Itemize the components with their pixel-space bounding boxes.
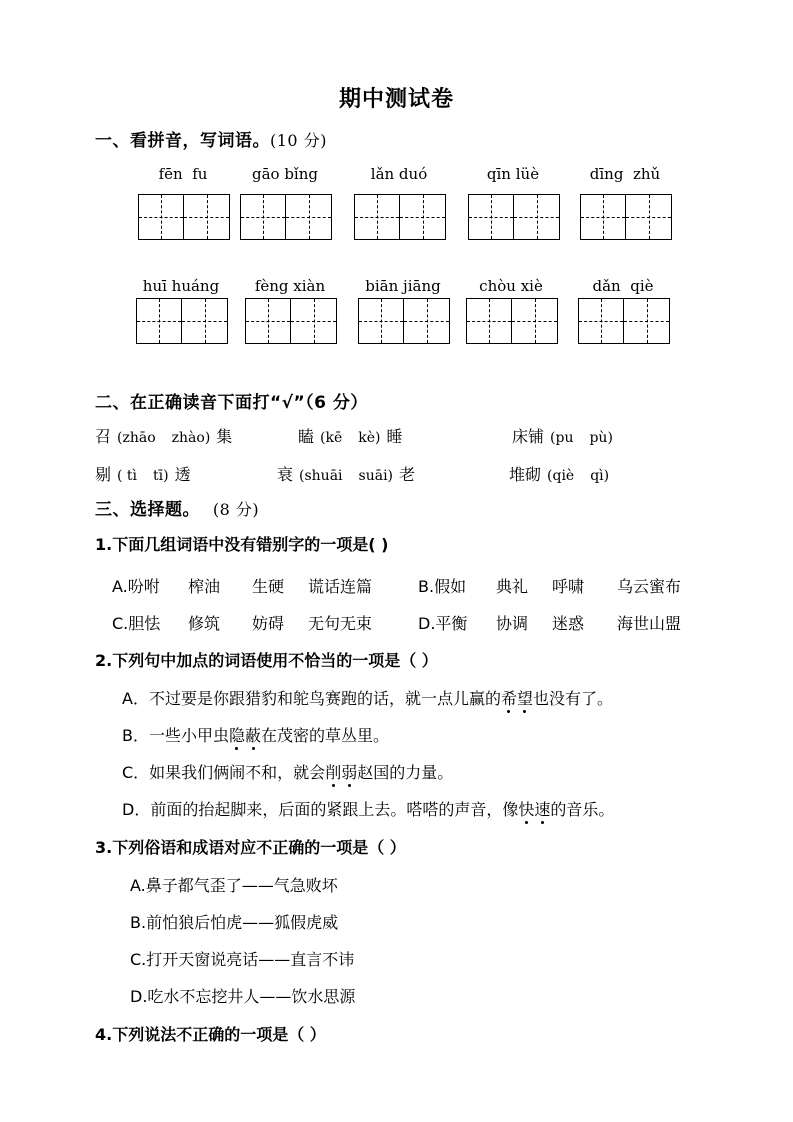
writing-cell[interactable] <box>359 299 404 343</box>
q2c-dotted-word <box>325 763 357 782</box>
q2a-dotted-word <box>501 689 533 708</box>
question-2-option-d <box>122 797 614 820</box>
option-c-word: C.胆怯 <box>112 614 161 633</box>
q2c-before: C．如果我们俩闹不和，就会 <box>122 763 326 782</box>
writing-cell[interactable] <box>246 299 291 343</box>
q2b-after: 在茂密的草丛里。 <box>261 726 390 745</box>
question-1-stem: 1.下面几组词语中没有错别字的一项是( ) <box>95 535 389 554</box>
option-d-word: D.平衡 <box>418 614 468 633</box>
reading-word: 召 <box>95 427 112 446</box>
writing-grid[interactable] <box>245 298 337 344</box>
option-c-word: 妨碍 <box>252 614 285 633</box>
pinyin-label: fèng xiàn <box>254 277 326 295</box>
pinyin-label: gāo bǐng <box>251 165 318 183</box>
dotted-char: 隐 <box>229 723 245 746</box>
pinyin-label: dǎn qiè <box>592 277 654 295</box>
reading-item <box>95 424 232 447</box>
question-2-option-b <box>122 723 389 746</box>
pinyin-choice[interactable]: qì) <box>590 468 610 484</box>
reading-item <box>512 424 619 447</box>
reading-word: 瞌 <box>298 427 315 446</box>
writing-grid[interactable] <box>240 194 332 240</box>
reading-word-suffix: 集 <box>216 427 233 446</box>
writing-grid[interactable] <box>136 298 228 344</box>
pinyin-choice[interactable]: zhào) <box>171 430 211 446</box>
pinyin-choice[interactable]: (zhāo <box>117 430 156 446</box>
q2c-after: 赵国的力量。 <box>357 763 454 782</box>
writing-cell[interactable] <box>139 195 184 239</box>
reading-item <box>509 462 615 485</box>
writing-cell[interactable] <box>581 195 626 239</box>
reading-item <box>298 424 403 447</box>
writing-cell[interactable] <box>286 195 331 239</box>
pinyin-choice[interactable]: (shuāi <box>299 468 343 484</box>
q2b-dotted-word <box>229 726 261 745</box>
section-3-heading-text: 三、选择题。 <box>95 500 200 520</box>
writing-cell[interactable] <box>469 195 514 239</box>
pinyin-choice[interactable]: kè) <box>358 430 381 446</box>
reading-word-suffix: 老 <box>399 465 416 484</box>
pinyin-label: chòu xiè <box>479 277 543 295</box>
question-3-option-d: D.吃水不忘挖井人——饮水思源 <box>130 987 356 1006</box>
reading-word: 剔 <box>95 465 112 484</box>
section-1-heading-text: 一、看拼音，写词语。 <box>95 131 270 151</box>
reading-word: 床铺 <box>512 427 545 446</box>
question-3-option-c: C.打开天窗说亮话——直言不讳 <box>130 950 355 969</box>
question-4-stem: 4.下列说法不正确的一项是（ ） <box>95 1025 326 1044</box>
q2a-before: A．不过要是你跟猎豹和鸵鸟赛跑的话，就一点儿赢的 <box>122 689 501 708</box>
option-a-word: 谎话连篇 <box>308 577 373 596</box>
question-3-option-a: A.鼻子都气歪了——气急败坏 <box>130 876 338 895</box>
pinyin-choice[interactable]: ( tì <box>117 468 138 484</box>
dotted-char: 蔽 <box>245 723 261 746</box>
writing-cell[interactable] <box>355 195 400 239</box>
writing-cell[interactable] <box>291 299 336 343</box>
writing-cell[interactable] <box>184 195 229 239</box>
q2d-after: 的音乐。 <box>550 800 615 819</box>
question-2-option-a <box>122 686 613 709</box>
reading-word: 堆砌 <box>509 465 542 484</box>
question-3-stem: 3.下列俗语和成语对应不正确的一项是（ ） <box>95 838 406 857</box>
dotted-char: 希 <box>501 686 517 709</box>
writing-cell[interactable] <box>512 299 557 343</box>
question-2-stem: 2.下列句中加点的词语使用不恰当的一项是（ ） <box>95 651 438 670</box>
pinyin-label: huī huáng <box>142 277 220 295</box>
option-b-word: 典礼 <box>496 577 529 596</box>
writing-grid[interactable] <box>358 298 450 344</box>
section-1-heading <box>95 126 327 151</box>
section-3-score: (8 分) <box>212 500 260 519</box>
reading-word: 衰 <box>277 465 294 484</box>
reading-word-suffix: 透 <box>174 465 191 484</box>
section-1-score: (10 分) <box>270 131 327 150</box>
writing-grid[interactable] <box>580 194 672 240</box>
option-d-word: 迷惑 <box>552 614 585 633</box>
writing-cell[interactable] <box>182 299 227 343</box>
option-a-word: 生硬 <box>252 577 285 596</box>
page-title: 期中测试卷 <box>338 87 454 112</box>
dotted-char: 望 <box>517 686 533 709</box>
writing-grid[interactable] <box>466 298 558 344</box>
writing-cell[interactable] <box>404 299 449 343</box>
pinyin-choice[interactable]: tī) <box>153 468 169 484</box>
writing-cell[interactable] <box>241 195 286 239</box>
pinyin-choice[interactable]: suāi) <box>358 468 394 484</box>
option-d-word: 海世山盟 <box>617 614 682 633</box>
writing-cell[interactable] <box>400 195 445 239</box>
dotted-char: 削 <box>325 760 341 783</box>
pinyin-choice[interactable]: (kē <box>320 430 343 446</box>
pinyin-choice[interactable]: pù) <box>589 430 613 446</box>
writing-grid[interactable] <box>354 194 446 240</box>
q2b-before: B．一些小甲虫 <box>122 726 229 745</box>
writing-cell[interactable] <box>514 195 559 239</box>
section-2-heading: 二、在正确读音下面打“√”（6 分） <box>95 393 368 413</box>
question-2-option-c <box>122 760 453 783</box>
option-b-word: 呼啸 <box>552 577 585 596</box>
dotted-char: 速 <box>534 797 550 820</box>
writing-cell[interactable] <box>626 195 671 239</box>
writing-grid[interactable] <box>578 298 670 344</box>
pinyin-label: lǎn duó <box>370 165 428 183</box>
writing-cell[interactable] <box>467 299 512 343</box>
dotted-char: 快 <box>518 797 534 820</box>
option-b-word: B.假如 <box>418 577 467 596</box>
q2d-before: D．前面的抬起脚来，后面的紧跟上去。嗒嗒的声音，像 <box>122 800 519 819</box>
pinyin-label: qīn lüè <box>486 165 540 183</box>
q2a-after: 也没有了。 <box>532 689 613 708</box>
writing-cell[interactable] <box>137 299 182 343</box>
option-b-word: 乌云蜜布 <box>617 577 682 596</box>
q2d-dotted-word <box>518 800 550 819</box>
question-3-option-b: B.前怕狼后怕虎——狐假虎威 <box>130 913 339 932</box>
reading-word-suffix: 睡 <box>386 427 403 446</box>
writing-grid[interactable] <box>138 194 230 240</box>
dotted-char: 弱 <box>341 760 357 783</box>
option-c-word: 修筑 <box>188 614 221 633</box>
pinyin-choice[interactable]: (qiè <box>547 468 575 484</box>
writing-cell[interactable] <box>624 299 669 343</box>
option-c-word: 无句无束 <box>308 614 373 633</box>
pinyin-label: biān jiāng <box>365 277 441 295</box>
reading-item <box>277 462 415 485</box>
writing-cell[interactable] <box>579 299 624 343</box>
option-a-word: 榨油 <box>188 577 221 596</box>
pinyin-label: dīng zhǔ <box>589 165 661 183</box>
pinyin-choice[interactable]: (pu <box>550 430 574 446</box>
pinyin-label: fēn fu <box>158 165 208 183</box>
option-a-word: A.吩咐 <box>112 577 160 596</box>
reading-item <box>95 462 191 485</box>
option-d-word: 协调 <box>496 614 529 633</box>
writing-grid[interactable] <box>468 194 560 240</box>
section-3-heading <box>95 495 259 520</box>
